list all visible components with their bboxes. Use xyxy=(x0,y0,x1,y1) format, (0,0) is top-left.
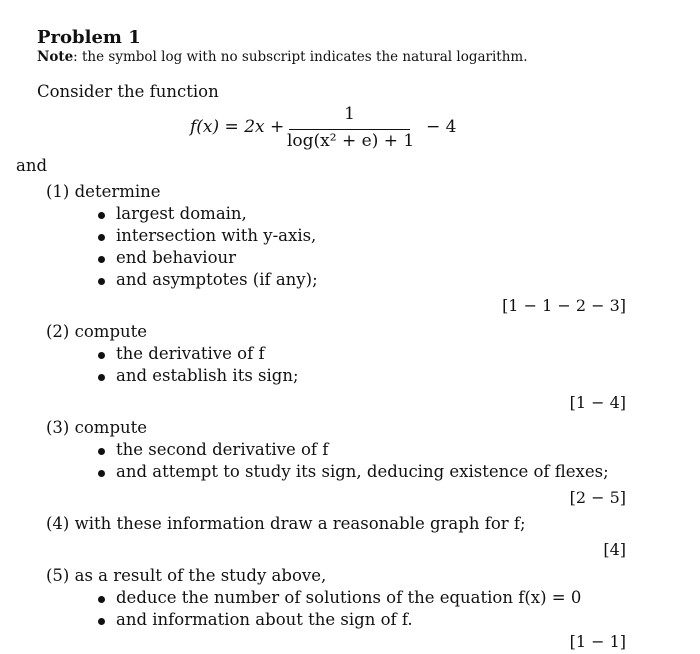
bullet-dot xyxy=(98,596,105,603)
bullet-dot xyxy=(98,352,105,359)
item-5-label: (5) as a result of the study above, xyxy=(46,566,327,585)
bullet-dot xyxy=(98,374,105,381)
item-3-bullet-1: the second derivative of f xyxy=(116,440,329,459)
note-text: : the symbol log with no subscript indicates the natural logarithm. xyxy=(73,49,528,65)
item-2-bullet-1: the derivative of f xyxy=(116,344,265,363)
intro-text: Consider the function xyxy=(37,82,219,101)
note-label: Note xyxy=(37,49,74,65)
formula-lhs: f(x) = 2x + xyxy=(190,117,285,137)
bullet-dot xyxy=(98,448,105,455)
item-1-bullet-4: and asymptotes (if any); xyxy=(116,270,318,289)
item-3-score: [2 − 5] xyxy=(569,488,626,507)
item-2-bullet-2: and establish its sign; xyxy=(116,366,299,385)
item-1-bullet-1: largest domain, xyxy=(116,204,247,223)
fraction-denominator: log(x² + e) + 1 xyxy=(287,131,415,151)
bullet-dot xyxy=(98,278,105,285)
item-3-label: (3) compute xyxy=(46,418,148,437)
fraction-numerator: 1 xyxy=(344,104,355,124)
item-3-bullet-2: and attempt to study its sign, deducing existence of flexes; xyxy=(116,462,609,481)
item-5-bullet-1: deduce the number of solutions of the equation f(x) = 0 xyxy=(116,588,582,607)
problem-title: Problem 1 xyxy=(37,27,141,48)
formula-tail: − 4 xyxy=(426,117,457,137)
bullet-dot xyxy=(98,618,105,625)
item-2-label: (2) compute xyxy=(46,322,148,341)
item-2-score: [1 − 4] xyxy=(569,393,626,412)
bullet-dot xyxy=(98,470,105,477)
bullet-dot xyxy=(98,234,105,241)
item-5-score: [1 − 1] xyxy=(569,632,626,651)
and-text: and xyxy=(16,156,48,175)
item-1-label: (1) determine xyxy=(46,182,161,201)
item-4-label: (4) with these information draw a reasonable graph for f; xyxy=(46,514,526,533)
item-1-bullet-3: end behaviour xyxy=(116,248,237,267)
item-1-score: [1 − 1 − 2 − 3] xyxy=(502,296,626,315)
bullet-dot xyxy=(98,212,105,219)
note xyxy=(37,49,528,65)
item-1-bullet-2: intersection with y-axis, xyxy=(116,226,317,245)
bullet-dot xyxy=(98,256,105,263)
item-4-score: [4] xyxy=(603,540,626,559)
fraction-bar xyxy=(289,129,410,130)
item-5-bullet-2: and information about the sign of f. xyxy=(116,610,413,629)
